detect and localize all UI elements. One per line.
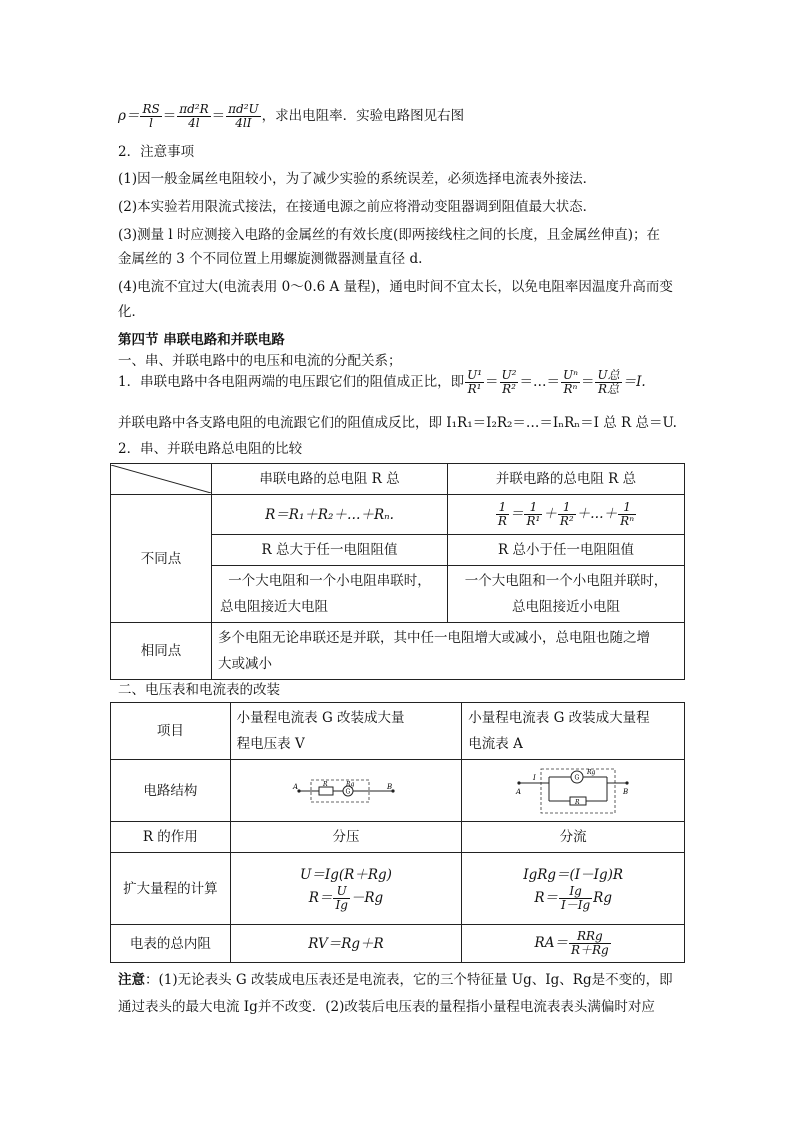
rg-label: Rg <box>587 768 596 776</box>
fraction: $\frac{RS}{l}$ <box>142 102 160 130</box>
same-label: 相同点 <box>111 623 212 680</box>
meter-conversion-table <box>110 702 685 963</box>
rho-symbol: ρ＝ <box>118 108 140 124</box>
section-title: 第四节 串联电路和并联电路 <box>118 332 285 348</box>
diff-label: 不同点 <box>111 495 212 623</box>
terminal-b-label: B <box>623 787 629 796</box>
rg-label: Rg <box>345 780 355 788</box>
header-series-total: 串联电路的总电阻 R 总 <box>212 464 448 495</box>
header-item: 项目 <box>111 703 231 760</box>
note-4-line-2: 化． <box>118 304 145 320</box>
note-4-line-1: (4)电流不宜过大(电流表用 0～0.6 A 量程)，通电时间不宜太长，以免电阻率因温度升高而变 <box>118 279 673 295</box>
resistance-comparison-table <box>110 463 685 680</box>
note-2: (2)本实验若用限流式接法，在接通电源之前应将滑动变阻器调到阻值最大状态． <box>118 199 597 215</box>
series-gt-any: R 总大于任一电阻阻值 <box>212 535 448 566</box>
series-big-small: 一个大电阻和一个小电阻串联时， 总电阻接近大电阻 <box>212 566 448 623</box>
parallel-formula: $\frac{1}{R}$ ＝ $\frac{1}{\text{R¹}}$ ＋ $\frac{1}{\text{R²}}$ ＋…＋ $\frac{1}{\text{Rⁿ}}$ <box>448 495 685 535</box>
header-voltmeter: 小量程电流表 G 改装成大量 程电压表 V <box>230 703 462 760</box>
header-ammeter: 小量程电流表 G 改装成大量程 电流表 A <box>462 703 685 760</box>
resistor-label: R <box>575 798 580 806</box>
terminal-a-label: A <box>516 787 522 796</box>
row-role-label: R 的作用 <box>111 822 231 853</box>
row-circuit-label: 电路结构 <box>111 760 231 822</box>
series-voltage-formula-line: 1．串联电路中各电阻两端的电压跟它们的阻值成正比，即 $\frac{\text{U¹}}{\text{R¹}}$ ＝ $\frac{\text{U²}}{\text{R²}}$ ＝…＝ $\frac{\text{Uⁿ}}{\text{Rⁿ}}$ ＝ $\frac{\text{U总}}{\text{R总}}$ ＝I. <box>118 368 646 396</box>
note-1: (1)因一般金属丝电阻较小，为了减少实验的系统误差，必须选择电流表外接法． <box>118 171 597 187</box>
voltmeter-circuit-diagram <box>291 776 401 806</box>
ammeter-circuit <box>462 760 685 822</box>
galvanometer-label: G <box>574 774 580 781</box>
fraction: $\frac{\text{πd²U}}{4lI}$ <box>228 102 259 130</box>
same-text: 多个电阻无论串联还是并联，其中任一电阻增大或减小，总电阻也随之增 大或减小 <box>212 623 685 680</box>
fraction: $\frac{\text{U总}}{\text{R总}}$ <box>597 368 620 396</box>
role-ammeter: 分流 <box>462 822 685 853</box>
total-ammeter: RA＝ $\frac{\text{RRg}}{R+Rg}$ <box>462 925 685 963</box>
series-formula: R＝R₁＋R₂＋…＋Rₙ. <box>212 495 448 535</box>
final-note-line-2: 通过表头的最大电流 Ig并不改变．(2)改装后电压表的量程指小量程电流表表头满偏时对应 <box>118 999 655 1015</box>
note-3-line-2: 金属丝的 3 个不同位置上用螺旋测微器测量直径 d. <box>118 251 423 267</box>
ammeter-circuit-diagram <box>513 765 633 817</box>
voltmeter-circuit <box>230 760 462 822</box>
terminal-a-label: A <box>292 782 299 791</box>
parallel-current-line: 并联电路中各支路电阻的电流跟它们的阻值成反比，即 I₁R₁＝I₂R₂＝…＝IₙRₙ＝I 总 R 总＝U. <box>118 415 677 431</box>
total-voltmeter: RV＝Rg＋R <box>230 925 462 963</box>
parallel-big-small: 一个大电阻和一个小电阻并联时， 总电阻接近小电阻 <box>448 566 685 623</box>
diagonal-header-cell <box>111 464 212 495</box>
fraction: $\frac{\text{Uⁿ}}{\text{Rⁿ}}$ <box>562 368 578 396</box>
resistor-label: R <box>322 780 328 788</box>
row-total-label: 电表的总内阻 <box>111 925 231 963</box>
fraction: $\frac{\text{U²}}{\text{R²}}$ <box>501 368 517 396</box>
subsection-title: 一、串、并联电路中的电压和电流的分配关系； <box>118 353 402 369</box>
row-calc-label: 扩大量程的计算 <box>111 853 231 925</box>
resistivity-formula-line: ρ＝ $\frac{RS}{l}$ ＝ $\frac{\text{πd²R}}{4l}$ ＝ $\frac{\text{πd²U}}{4lI}$ ，求出电阻率．实验电路图见右图 <box>118 102 465 130</box>
role-voltmeter: 分压 <box>230 822 462 853</box>
diagonal-line <box>111 465 211 493</box>
calc-ammeter: IgRg＝(I－Ig)R R＝ $\frac{Ig}{I-Ig}$ Rg <box>462 853 685 925</box>
header-parallel-total: 并联电路的总电阻 R 总 <box>448 464 685 495</box>
galvanometer-label: G <box>345 788 351 795</box>
fraction: $\frac{\text{U¹}}{\text{R¹}}$ <box>467 368 483 396</box>
parallel-lt-any: R 总小于任一电阻阻值 <box>448 535 685 566</box>
formula-tail-text: ，求出电阻率．实验电路图见右图 <box>261 108 465 124</box>
calc-voltmeter: U＝Ig(R＋Rg) R＝ $\frac{U}{Ig}$ －Rg <box>230 853 462 925</box>
notes-heading: 2．注意事项 <box>118 144 195 160</box>
comparison-heading: 2．串、并联电路总电阻的比较 <box>118 441 303 457</box>
final-note-line-1: 注意：(1)无论表头 G 改装成电压表还是电流表，它的三个特征量 Ug、Ig、Rg是不变的，即 <box>118 972 673 988</box>
terminal-b-label: B <box>386 782 393 791</box>
meter-section-title: 二、电压表和电流表的改装 <box>118 682 280 698</box>
fraction: $\frac{\text{πd²R}}{4l}$ <box>179 102 209 130</box>
current-label: I <box>533 773 536 782</box>
note-3-line-1: (3)测量 l 时应测接入电路的金属丝的有效长度(即两接线柱之间的长度，且金属丝伸直)；在 <box>118 227 661 243</box>
